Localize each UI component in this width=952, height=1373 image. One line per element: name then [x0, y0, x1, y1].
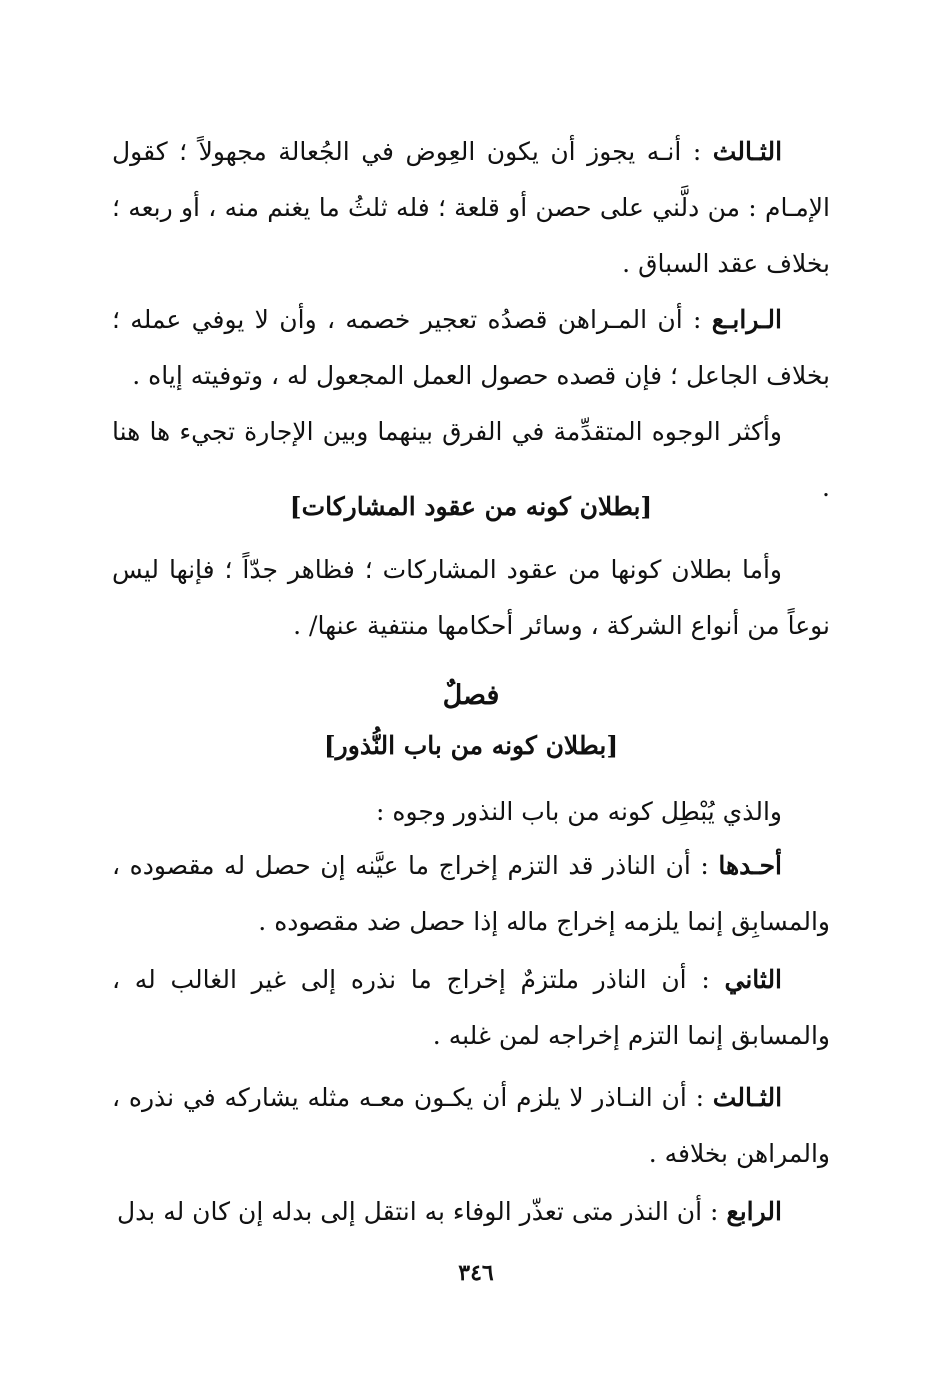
paragraph-lead: الرابع: [726, 1197, 782, 1226]
paragraph-text: : أن الناذر ملتزمٌ إخراج ما نذره إلى غير الغالب له ، والمسابق إنما التزم إخراجه لمن غلبه .: [112, 965, 830, 1050]
paragraph-text: وأكثر الوجوه المتقدِّمة في الفرق بينهما وبين الإجارة تجيء ها هنا .: [112, 417, 830, 502]
paragraph-lead: الثـالث: [712, 1083, 783, 1112]
paragraph-partnerships: [112, 542, 830, 654]
page-number: ٣٤٦: [458, 1260, 494, 1286]
paragraph-text: والذي يُبْطِل كونه من باب النذور وجوه :: [376, 797, 782, 826]
section-heading-vows: [بطلان كونه من باب النُّذور]: [323, 731, 619, 760]
paragraph-text: وأما بطلان كونها من عقود المشاركات ؛ فظاهر جدّاً ؛ فإنها ليس نوعاً من أنواع الشركة ، وسائر أحكامها منتفية عنها/ .: [112, 555, 830, 640]
paragraph-lead: الثـالث: [712, 137, 783, 166]
paragraph-text: : أن النـاذر لا يلزم أن يكـون معـه مثله يشاركه في نذره ، والمراهن بخلافه .: [112, 1083, 830, 1168]
paragraph-vows-intro: [112, 784, 830, 840]
paragraph-lead: الثاني: [724, 965, 783, 994]
paragraph-vows-second: [112, 952, 830, 1064]
paragraph-text: : أن المـراهن قصدُه تعجير خصمه ، وأن لا يوفي عمله ؛ بخلاف الجاعل ؛ فإن قصده حصول العمل المجعول له ، وتوفيته إياه .: [112, 305, 830, 390]
section-heading-partnerships: [بطلان كونه من عقود المشاركات]: [289, 492, 653, 521]
paragraph-vows-fourth: [112, 1184, 830, 1240]
paragraph-fourth-jualah: [112, 292, 830, 404]
paragraph-lead: الـرابـع: [711, 305, 782, 334]
paragraph-vows-first: [112, 838, 830, 950]
chapter-heading: فصلٌ: [442, 680, 500, 711]
paragraph-text: : أن النذر متى تعذّر الوفاء به انتقل إلى بدله إن كان له بدل: [117, 1197, 719, 1226]
paragraph-vows-third: [112, 1070, 830, 1182]
paragraph-third-jualah: [112, 124, 830, 292]
paragraph-text: : أنـه يجوز أن يكون العِوض في الجُعالة مجهولاً ؛ كقول الإمـام : من دلَّني على حصن أو قلعة ؛ فله ثلثُ ما يغنم منه ، أو ربعه ؛ بخلاف عقد السباق .: [112, 137, 830, 278]
paragraph-text: : أن الناذر قد التزم إخراج ما عيَّنه إن حصل له مقصوده ، والمسابِق إنما يلزمه إخراج ماله إذا حصل ضد مقصوده .: [112, 851, 830, 936]
paragraph-lead: أحـدها: [718, 851, 782, 880]
